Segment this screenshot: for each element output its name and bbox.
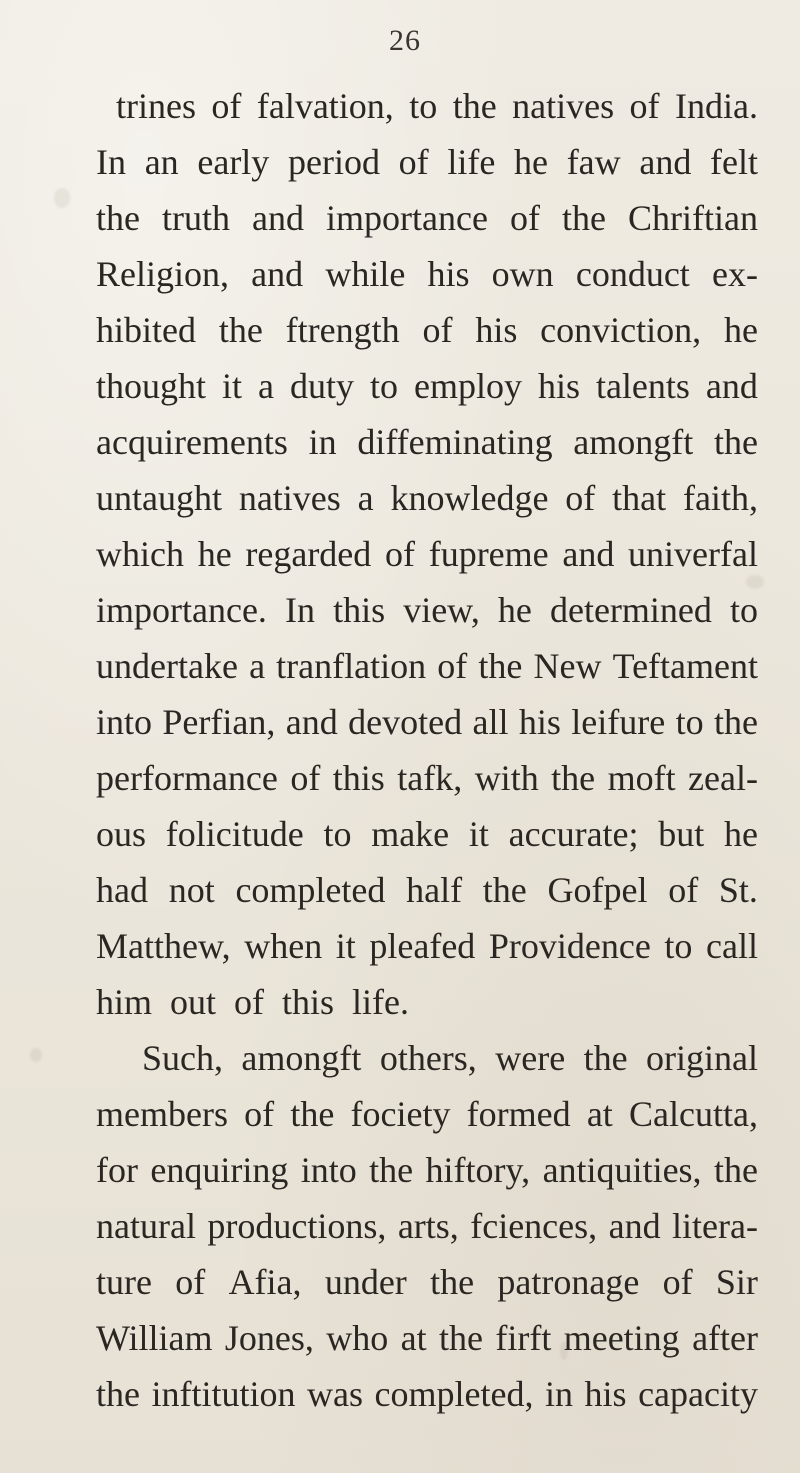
- word: of: [437, 646, 468, 686]
- text-line: [96, 190, 758, 246]
- text-line: [96, 582, 758, 638]
- word: to: [675, 702, 704, 742]
- word: the: [482, 870, 527, 910]
- word: univerfal: [628, 534, 758, 574]
- word: leifure: [571, 702, 666, 742]
- word: Religion,: [96, 254, 229, 294]
- word: to: [409, 86, 438, 126]
- word: Providence: [488, 926, 651, 966]
- word: original: [646, 1038, 758, 1078]
- word: all: [472, 702, 509, 742]
- word: his: [475, 310, 518, 350]
- word: who: [326, 1318, 389, 1358]
- text-line: [96, 470, 758, 526]
- word: Chriftian: [627, 198, 758, 238]
- word: life.: [352, 982, 410, 1022]
- paper-stain: [30, 1048, 42, 1062]
- word: a: [249, 646, 266, 686]
- word: and: [562, 534, 615, 574]
- word: the: [439, 1318, 483, 1358]
- text-line: [96, 302, 758, 358]
- word: felt: [710, 142, 758, 182]
- word: of: [175, 1262, 206, 1302]
- word: in: [308, 422, 337, 462]
- word: the: [713, 422, 758, 462]
- word: life: [447, 142, 496, 182]
- word: natives: [512, 86, 615, 126]
- word: enquiring: [150, 1150, 289, 1190]
- word: own: [491, 254, 554, 294]
- word: completed,: [374, 1374, 534, 1414]
- word: regarded: [245, 534, 372, 574]
- word: the: [290, 1094, 335, 1134]
- word: capacity: [638, 1374, 758, 1414]
- word: Calcutta,: [628, 1094, 758, 1134]
- word: determined: [549, 590, 712, 630]
- word: folicitude: [165, 814, 304, 854]
- text-line: [96, 862, 758, 918]
- word: Gofpel: [547, 870, 648, 910]
- word: fciences,: [470, 1206, 598, 1246]
- word: Perfian,: [162, 702, 276, 742]
- word: the: [430, 1262, 475, 1302]
- text-line: [96, 638, 758, 694]
- word: a: [357, 478, 374, 518]
- word: the: [714, 702, 758, 742]
- word: but: [658, 814, 705, 854]
- word: Matthew,: [96, 926, 231, 966]
- text-line: [96, 918, 758, 974]
- word: at: [400, 1318, 427, 1358]
- text-line: [96, 1198, 758, 1254]
- word: completed: [235, 870, 386, 910]
- word: it: [335, 926, 356, 966]
- text-line: [96, 134, 758, 190]
- word: importance: [326, 198, 488, 238]
- word: of: [290, 758, 321, 798]
- word: ous: [96, 814, 147, 854]
- word: he: [514, 142, 548, 182]
- word: into: [96, 702, 153, 742]
- word: knowledge: [390, 478, 549, 518]
- text-line: [96, 78, 758, 134]
- word: litera-: [672, 1206, 758, 1246]
- word: inftitution: [151, 1374, 296, 1414]
- word: faw: [566, 142, 621, 182]
- word: amongft: [241, 1038, 362, 1078]
- word: he: [497, 590, 532, 630]
- word: others,: [379, 1038, 477, 1078]
- word: faith,: [682, 478, 758, 518]
- text-line: [96, 358, 758, 414]
- text-line: [96, 414, 758, 470]
- word: duty: [289, 366, 354, 406]
- word: while: [325, 254, 406, 294]
- word: arts,: [397, 1206, 459, 1246]
- word: his: [518, 702, 561, 742]
- word: he: [724, 814, 758, 854]
- word: he: [197, 534, 232, 574]
- word: William: [96, 1318, 213, 1358]
- word: ftrength: [285, 310, 400, 350]
- word: of: [385, 534, 415, 574]
- word: it: [222, 366, 243, 406]
- word: conviction,: [540, 310, 702, 350]
- word: thought: [96, 366, 207, 406]
- word: of: [509, 198, 540, 238]
- word: the: [478, 646, 523, 686]
- word: importance.: [96, 590, 267, 630]
- word: to: [664, 926, 693, 966]
- page-number: 26: [389, 24, 421, 57]
- word: the: [551, 758, 596, 798]
- word: at: [586, 1094, 613, 1134]
- word: of: [211, 86, 242, 126]
- text-line: [96, 806, 758, 862]
- word: St.: [718, 870, 758, 910]
- word: truth: [162, 198, 230, 238]
- word: fupreme: [428, 534, 549, 574]
- text-line: [96, 974, 758, 1030]
- word: the: [713, 1150, 758, 1190]
- text-line: [96, 750, 758, 806]
- word: the: [561, 198, 606, 238]
- text-line: [96, 1142, 758, 1198]
- word: under: [324, 1262, 407, 1302]
- word: tranflation: [276, 646, 427, 686]
- word: In: [96, 142, 126, 182]
- word: make: [371, 814, 450, 854]
- word: India.: [674, 86, 758, 126]
- word: zeal-: [688, 758, 758, 798]
- word: antiquities,: [542, 1150, 702, 1190]
- word: this: [282, 982, 335, 1022]
- word: call: [706, 926, 758, 966]
- word: when: [244, 926, 323, 966]
- word: natural: [96, 1206, 196, 1246]
- word: and: [705, 366, 758, 406]
- word: firft: [495, 1318, 552, 1358]
- word: talents: [595, 366, 690, 406]
- word: into: [300, 1150, 357, 1190]
- word: his: [427, 254, 470, 294]
- paper-stain: [54, 188, 70, 208]
- word: meeting: [563, 1318, 680, 1358]
- word: his: [537, 366, 580, 406]
- word: trines: [116, 86, 196, 126]
- word: In: [285, 590, 316, 630]
- word: formed: [466, 1094, 571, 1134]
- word: his: [584, 1374, 627, 1414]
- word: him: [96, 982, 153, 1022]
- word: Such,: [142, 1038, 223, 1078]
- word: of: [398, 142, 429, 182]
- word: the: [452, 86, 497, 126]
- word: and: [608, 1206, 661, 1246]
- word: acquirements: [96, 422, 288, 462]
- word: view,: [403, 590, 480, 630]
- word: natives: [238, 478, 341, 518]
- word: falvation,: [256, 86, 394, 126]
- word: an: [144, 142, 179, 182]
- word: out: [170, 982, 217, 1022]
- word: hibited: [96, 310, 196, 350]
- text-line: [96, 246, 758, 302]
- word: the: [583, 1038, 628, 1078]
- word: New: [533, 646, 602, 686]
- word: and: [639, 142, 692, 182]
- word: accurate;: [508, 814, 639, 854]
- word: members: [96, 1094, 228, 1134]
- word: the: [369, 1150, 414, 1190]
- word: this: [332, 758, 385, 798]
- word: of: [662, 1262, 693, 1302]
- body-text: [96, 78, 758, 1422]
- text-line: [96, 526, 758, 582]
- word: to: [323, 814, 352, 854]
- word: was: [307, 1374, 364, 1414]
- word: after: [692, 1318, 758, 1358]
- word: untaught: [96, 478, 222, 518]
- word: in: [545, 1374, 574, 1414]
- text-line: [96, 694, 758, 750]
- word: of: [244, 1094, 275, 1134]
- word: not: [168, 870, 215, 910]
- word: of: [234, 982, 265, 1022]
- word: fociety: [350, 1094, 451, 1134]
- word: devoted: [348, 702, 463, 742]
- word: Afia,: [228, 1262, 302, 1302]
- word: to: [729, 590, 758, 630]
- word: ture: [96, 1262, 152, 1302]
- word: ex-: [711, 254, 758, 294]
- word: undertake: [96, 646, 238, 686]
- word: the: [96, 1374, 140, 1414]
- word: performance: [96, 758, 278, 798]
- word: were: [495, 1038, 566, 1078]
- word: tafk,: [397, 758, 463, 798]
- text-line: [96, 1310, 758, 1366]
- word: a: [258, 366, 274, 406]
- word: period: [288, 142, 380, 182]
- word: that: [612, 478, 667, 518]
- text-line: [96, 1086, 758, 1142]
- word: moft: [607, 758, 676, 798]
- word: had: [96, 870, 148, 910]
- word: it: [468, 814, 489, 854]
- text-line: [96, 1030, 758, 1086]
- word: employ: [413, 366, 522, 406]
- word: Teftament: [612, 646, 758, 686]
- word: productions,: [207, 1206, 387, 1246]
- text-line: [96, 1254, 758, 1310]
- word: he: [723, 310, 758, 350]
- text-line: [96, 1366, 758, 1422]
- word: hiftory,: [425, 1150, 531, 1190]
- word: conduct: [575, 254, 690, 294]
- word: half: [406, 870, 463, 910]
- word: of: [565, 478, 596, 518]
- word: Sir: [715, 1262, 758, 1302]
- word: the: [96, 198, 140, 238]
- word: for: [96, 1150, 138, 1190]
- word: Jones,: [224, 1318, 314, 1358]
- word: early: [197, 142, 270, 182]
- word: patronage: [497, 1262, 640, 1302]
- word: of: [629, 86, 660, 126]
- word: the: [218, 310, 263, 350]
- word: and: [285, 702, 338, 742]
- word: pleafed: [369, 926, 476, 966]
- word: with: [474, 758, 539, 798]
- word: amongft: [573, 422, 694, 462]
- word: of: [422, 310, 453, 350]
- word: this: [333, 590, 386, 630]
- word: and: [252, 198, 304, 238]
- word: and: [251, 254, 304, 294]
- word: to: [369, 366, 398, 406]
- word: of: [668, 870, 699, 910]
- word: diffeminating: [357, 422, 553, 462]
- word: which: [96, 534, 184, 574]
